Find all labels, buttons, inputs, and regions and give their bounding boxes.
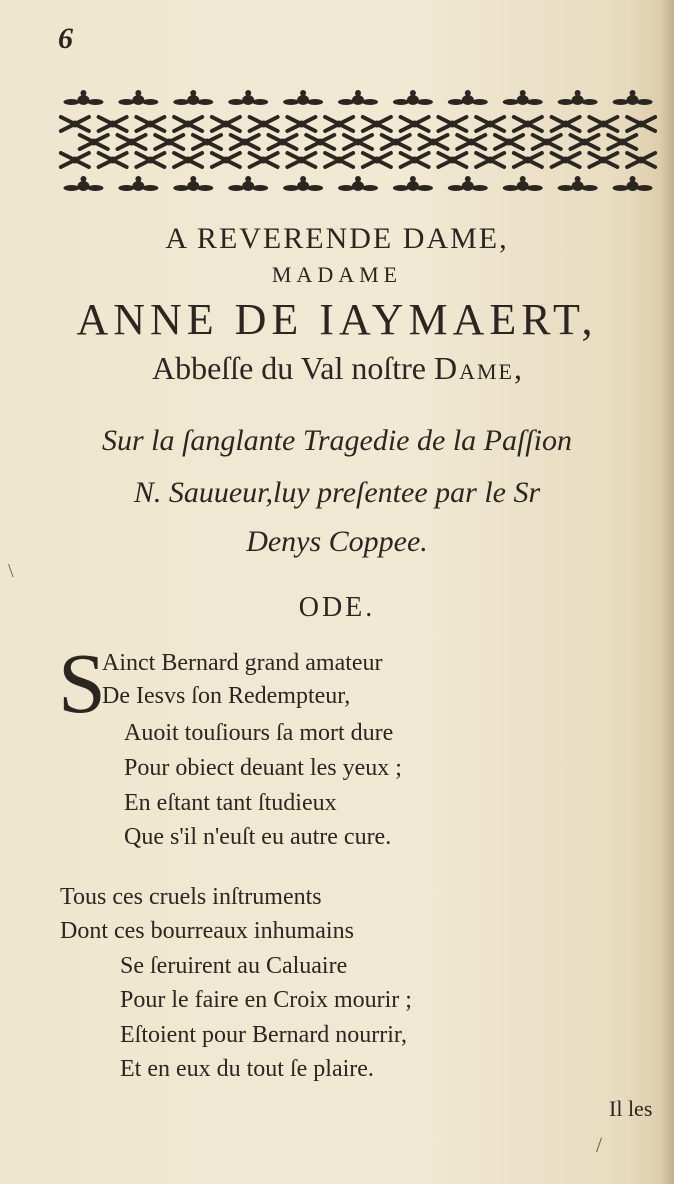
subtitle-line-1: Sur la ſanglante Tragedie de la Paſſion (102, 424, 572, 457)
dedication-line-2: MADAME (271, 262, 403, 287)
verse-line: Tous ces cruels inſtruments (60, 884, 322, 910)
verse-line: Pour le faire en Croix mourir ; (120, 987, 412, 1013)
verse-line: Auoit touſiours ſa mort dure (124, 720, 394, 746)
paper-mark: / (596, 1132, 603, 1157)
paper-mark: \ (8, 560, 14, 582)
page-number: 6 (58, 22, 73, 55)
verse-line: Que s'il n'euſt eu autre cure. (124, 824, 392, 850)
drop-cap: S (58, 635, 106, 731)
verse-line: Pour obiect deuant les yeux ; (124, 755, 402, 781)
subtitle-line-2: N. Sauueur,luy preſentee par le Sr (133, 476, 541, 509)
dedication-line-4 (0, 350, 674, 387)
dedication-line-1: A REVERENDE DAME, (165, 222, 509, 255)
verse-line: Dont ces bourreaux inhumains (60, 918, 354, 944)
poem-title: ODE. (298, 592, 376, 623)
verse-line: En eſtant tant ſtudieux (124, 790, 337, 816)
catchword: Il les (609, 1096, 653, 1121)
dedication-line-4-prefix: Abbeſſe du Val noſtre (151, 350, 434, 386)
verse-line: Se ſeruirent au Caluaire (120, 953, 348, 979)
verse-line: Et en eux du tout ſe plaire. (120, 1056, 374, 1082)
ornamental-headpiece (56, 90, 660, 200)
dedication-line-4-smallcaps: Dame (434, 350, 514, 386)
dedication-line-3: ANNE DE IAYMAERT, (76, 295, 598, 344)
subtitle-line-3: Denys Coppee. (246, 525, 428, 558)
verse-line: Eſtoient pour Bernard nourrir, (120, 1022, 407, 1048)
verse-line: Ainct Bernard grand amateur (102, 650, 383, 676)
dedication-line-4-suffix: , (514, 350, 522, 386)
verse-line: De Iesvs ſon Redempteur, (102, 683, 351, 709)
